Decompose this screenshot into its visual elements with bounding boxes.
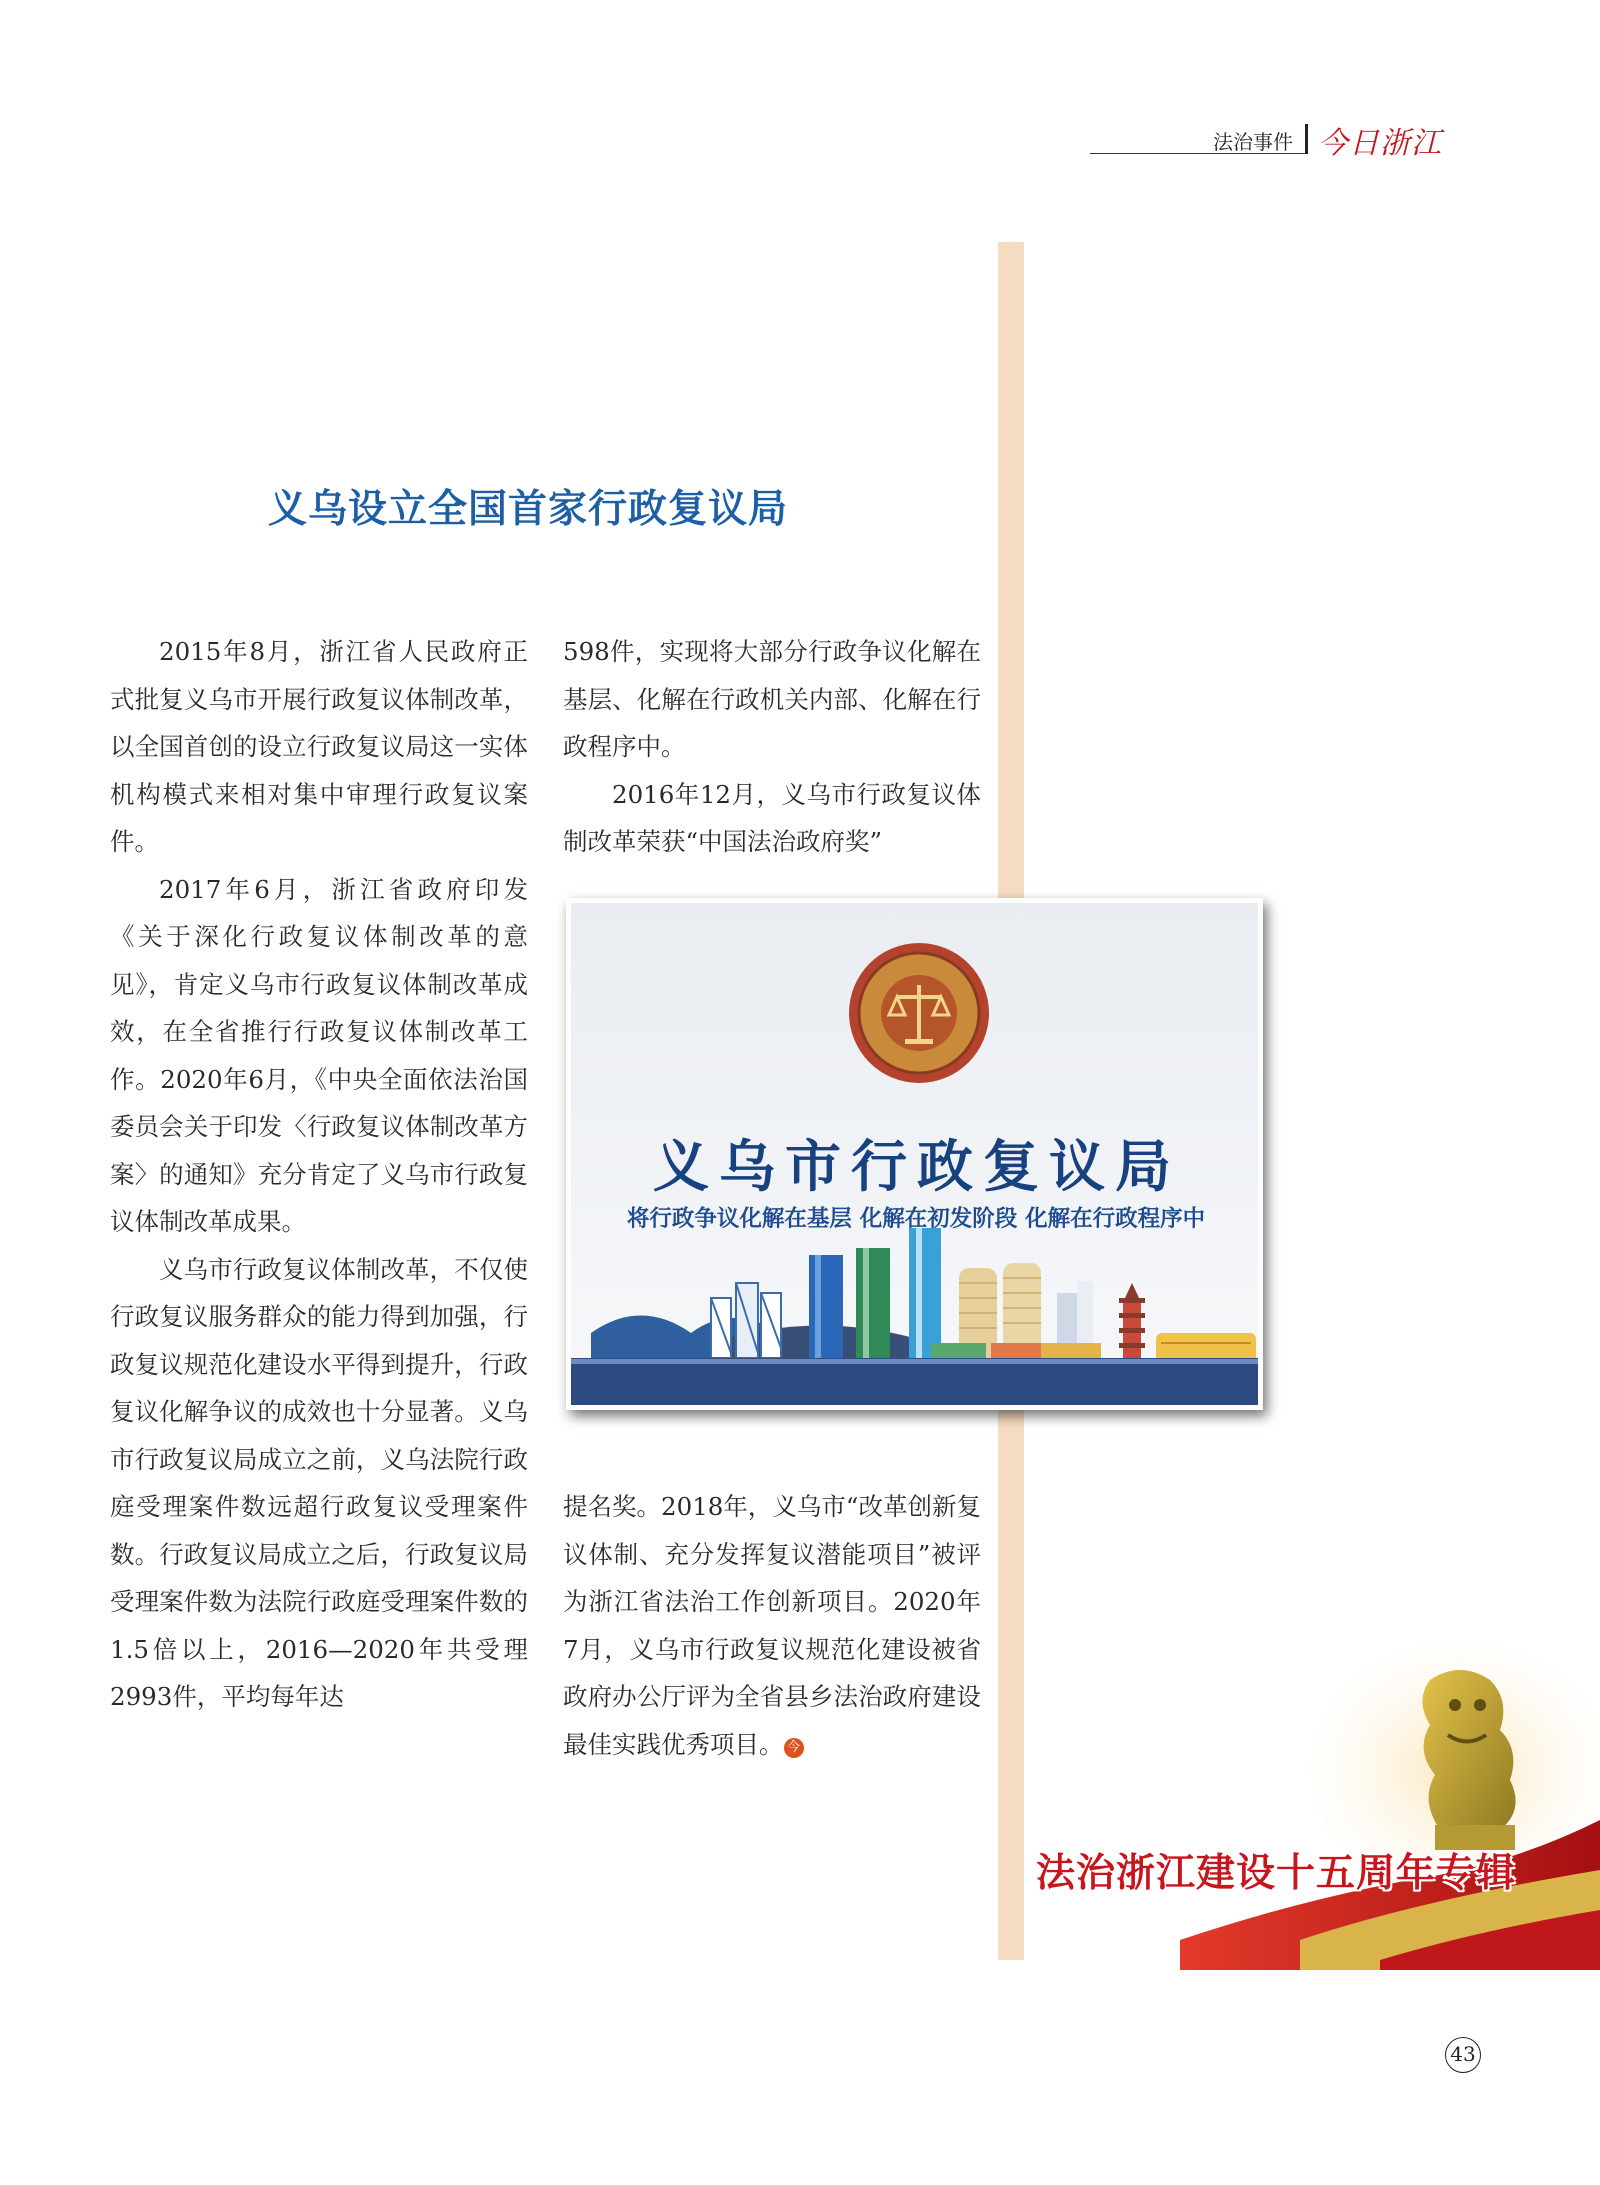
left-column <box>110 628 528 1721</box>
right-column-bottom <box>563 1483 981 1768</box>
photo-sign-text: 义乌市行政复议局 <box>653 1135 1181 1200</box>
header-divider <box>1305 124 1308 154</box>
paragraph: 598件，实现将大部分行政争议化解在基层、化解在行政机关内部、化解在行政程序中。 <box>563 637 981 761</box>
article-title: 义乌设立全国首家行政复议局 <box>268 487 789 532</box>
paragraph: 义乌市行政复议体制改革，不仅使行政复议服务群众的能力得到加强，行政复议规范化建设水平得到提升，行政复议化解争议的成效也十分显著。义乌市行政复议局成立之前，义乌法院行政庭受理案件数远超行政复议受理案件数。行政复议局成立之后，行政复议局受理案件数为法院行政庭受理案件数的1.5倍以上，2016—2020年共受理2993件，平均每年达 <box>110 1254 528 1711</box>
paragraph: 2017年6月，浙江省政府印发《关于深化行政复议体制改革的意见》，肯定义乌市行政复议体制改革成效，在全省推行行政复议体制改革工作。2020年6月，《中央全面依法治国委员会关于印发〈行政复议体制改革方案〉的通知》充分肯定了义乌市行政复议体制改革成果。 <box>110 874 528 1236</box>
paragraph-text: 提名奖。2018年，义乌市“改革创新复议体制、充分发挥复议潜能项目”被评为浙江省法治工作创新项目。2020年7月，义乌市行政复议规范化建设被省政府办公厅评为全省县乡法治政府建设最佳实践优秀项目。 <box>563 1492 981 1759</box>
header-section-label: 法治事件 <box>1213 130 1293 154</box>
page-number: 43 <box>1445 2037 1481 2073</box>
paragraph: 2015年8月，浙江省人民政府正式批复义乌市开展行政复议体制改革，以全国首创的设立行政复议局这一实体机构模式来相对集中审理行政复议案件。 <box>110 637 528 856</box>
court-emblem-icon <box>849 943 989 1083</box>
paragraph: 2016年12月，义乌市行政复议体制改革荣获“中国法治政府奖” <box>563 779 981 856</box>
magazine-logo: 今日浙江 <box>1318 126 1442 161</box>
office-sign-photo <box>566 898 1263 1410</box>
end-mark-icon: 今 <box>784 1738 804 1758</box>
photo-slogan-text: 将行政争议化解在基层 化解在初发阶段 化解在行政程序中 <box>626 1206 1206 1232</box>
lion-flag-illustration <box>1180 1640 1600 1970</box>
right-column-top <box>563 628 981 866</box>
special-edition-decoration <box>1180 1640 1600 1970</box>
special-edition-label: 法治浙江建设十五周年专辑 <box>1036 1851 1517 1896</box>
paragraph <box>563 1483 981 1768</box>
